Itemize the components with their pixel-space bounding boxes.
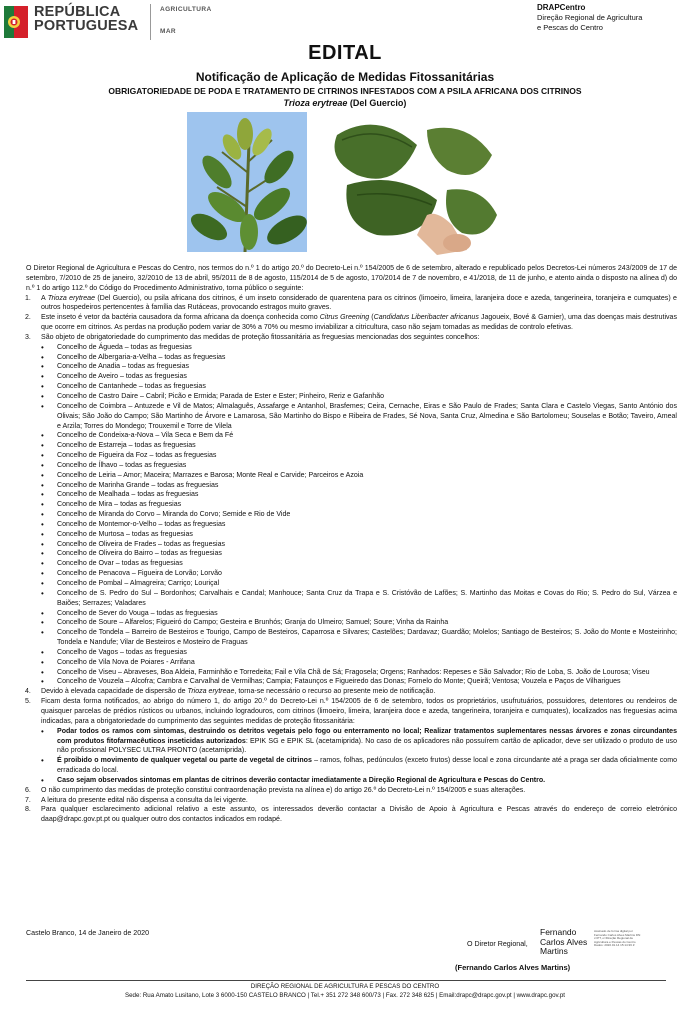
footer-contacts: Sede: Rua Amato Lusitano, Lote 3 6000-150 CASTELO BRANCO | Tel.+ 351 272 348 600/73 | Fax. 272 348 625 | Email:drapc@drapc.gov.pt | www.drapc.gov.pt (124, 992, 566, 999)
concelho-item: • Concelho de Vila Nova de Poiares - Arrifana (26, 658, 677, 668)
infested-leaves-photo (317, 115, 503, 255)
concelho-item: • Concelho de Oliveira do Bairro – todas as freguesias (26, 549, 677, 559)
ministry-agriculture: AGRICULTURA (160, 6, 212, 13)
org-name-line1: Direção Regional de Agricultura (537, 13, 643, 22)
digital-signature-stamp: Assinado de forma digital por Fernando Carlos Alves Martins DN: c=PT, o=Direção Regional de Agricultura e Pescas do Centro Dados: 2020.01.14 15:14:36 Z (594, 930, 642, 948)
measure-item: • Caso sejam observados sintomas em plantas de citrinos deverão contactar imediatamente a Direção Regional de Agricultura e Pescas do Centro. (26, 776, 677, 786)
concelho-item: • Concelho de Castro Daire – Cabril; Picão e Ermida; Parada de Ester e Ester; Pinheiro, Reriz e Gafanhão (26, 392, 677, 402)
concelho-item: • Concelho de Miranda do Corvo – Miranda do Corvo; Semide e Rio de Vide (26, 510, 677, 520)
list-item: 7. A leitura do presente edital não dispensa a consulta da lei vigente. (25, 796, 248, 804)
list-item: 1. A Trioza erytreae (Del Guercio), ou psila africana dos citrinos, é um inseto considerado de quarentena para os citrinos (limoeiro, limeira, laranjeira doce e azeda, tangerineira, toranjeira e cumquates) e outros hospedeiros pertencentes à família das Rutáceas, provocando estragos muito graves. (25, 294, 677, 312)
concelho-item: • Concelho de Estarreja – todas as freguesias (26, 441, 677, 451)
concelho-item: • Concelho de Ílhavo – todas as freguesias (26, 461, 677, 471)
concelho-item: • Concelho de Sever do Vouga – todas as freguesias (26, 609, 677, 619)
species-heading: Trioza erytreae (Del Guercio) (283, 98, 407, 108)
signatory-role: O Diretor Regional, (467, 940, 528, 948)
concelho-item: • Concelho de Albergaria-a-Velha – todas as freguesias (26, 353, 677, 363)
list-item: 3. São objeto de obrigatoriedade do cumprimento das medidas de proteção fitossanitária as freguesias mencionadas dos seguintes concelhos: (25, 333, 480, 341)
concelho-item: • Concelho de S. Pedro do Sul – Bordonhos; Carvalhais e Candal; Manhouce; Santa Cruz da Trapa e S. Cristóvão de Lafões; S. Martinho das Moitas e Covas do Rio; S. Pedro do Sul, Várzea e Baiões; Serrazes; Valadares (26, 589, 677, 609)
edict-body (26, 264, 677, 825)
header-divider (150, 4, 151, 40)
concelho-item: • Concelho de Águeda – todas as freguesias (26, 343, 677, 353)
org-block (537, 3, 687, 33)
concelho-item: • Concelho de Mira – todas as freguesias (26, 500, 677, 510)
list-item: 6. O não cumprimento das medidas de proteção constitui contraordenação prevista na alínea e) do artigo 26.º do Decreto-Lei n.º 154/2005 e suas alterações. (25, 786, 526, 794)
list-item: 4. Devido à elevada capacidade de dispersão de Trioza erytreae, torna-se necessário o recurso ao presente meio de notificação. (25, 688, 436, 696)
footer-org: DIREÇÃO REGIONAL DE AGRICULTURA E PESCAS DO CENTRO (250, 983, 440, 990)
concelho-item: • Concelho de Montemor-o-Velho – todas as freguesias (26, 520, 677, 530)
concelho-item: • Concelho de Penacova – Figueira de Lorvão; Lorvão (26, 569, 677, 579)
concelho-item: • Concelho de Cantanhede – todas as freguesias (26, 382, 677, 392)
list-item: 5. Ficam desta forma notificados, ao abrigo do número 1, do artigo 20.º do Decreto-Lei n.º 154/2005 de 6 de setembro, todos os proprietários, usufrutuários, possuidores, detentores ou rendeiros de quaisquer parcelas de prédios rústicos ou urbanos, incluindo logradouros, com citrinos (limoeiro, limeira, laranjeira doce e azeda, tangerineira, toranjeira e cumquates), localizados nas freguesias acima indicadas, para a obrigatoriedade do cumprimento das seguintes medidas de proteção fitossanitária: (25, 698, 677, 725)
page-subtitle: Notificação de Aplicação de Medidas Fitossanitárias (195, 70, 495, 84)
page-title: EDITAL (308, 42, 382, 64)
concelho-item: • Concelho de Tondela – Barreiro de Besteiros e Tourigo, Campo de Besteiros, Caparrosa e Silvares; Castelões; Dardavaz; Guardão; Molelos; Santiago de Besteiros; S. João do Monte e Mosteirinho; Tondela e Nandufe; Vilar de Besteiros e Mosteiro de Fraguas (26, 628, 677, 648)
concelho-item: • Concelho de Aveiro – todas as freguesias (26, 372, 677, 382)
list-item: 8. Para qualquer esclarecimento adicional relativo a este assunto, os interessados deverão contactar a Divisão de Apoio à Agricultura e Pescas através do endereço de correio eletrónico daap@drapc.gov.pt.pt ou qualquer outro dos contactos indicados em rodapé. (25, 806, 677, 824)
digital-signature-name: Fernando Carlos Alves Martins (540, 927, 588, 956)
concelho-item: • Concelho de Pombal – Almagreira; Carriço; Louriçal (26, 579, 677, 589)
concelho-item: • Concelho de Condeixa-a-Nova – Vila Seca e Bem da Fé (26, 431, 677, 441)
portugal-flag-icon (4, 6, 28, 38)
concelho-item: • Concelho de Anadia – todas as freguesias (26, 362, 677, 372)
signatory-full-name: (Fernando Carlos Alves Martins) (455, 963, 571, 972)
place-date: Castelo Branco, 14 de Janeiro de 2020 (26, 929, 150, 937)
footer-divider (26, 980, 666, 981)
org-short-name: DRAPCentro (537, 3, 586, 12)
concelho-item: • Concelho de Oliveira de Frades – todas as freguesias (26, 540, 677, 550)
concelho-item: • Concelho de Ovar – todas as freguesias (26, 559, 677, 569)
concelho-list (26, 343, 677, 688)
government-logo (4, 2, 334, 42)
obligation-heading: OBRIGATORIEDADE DE PODA E TRATAMENTO DE CITRINOS INFESTADOS COM A PSILA AFRICANA DOS CITRINOS (108, 86, 582, 96)
concelho-item: • Concelho de Murtosa – todas as freguesias (26, 530, 677, 540)
measure-item: • Podar todos os ramos com sintomas, destruindo os detritos vegetais pelo fogo ou enterramento no local; Realizar tratamentos suplementares nessas árvores e zonas circundantes com produtos fitofarmacêuticos inseticidas autorizados: EPIK SG e EPIK SL (acetamiprida). No caso de os aplicadores não possuírem cartão de aplicador, deve ser utilizado o produto de uso não profissional POLYSEC ULTRA PRONTO (acetamiprida). (26, 727, 677, 757)
list-item: 2. Este inseto é vetor da bactéria causadora da forma africana da doença conhecida como Citrus Greening (Candidatus Liberibacter africanus Jagoueix, Bové & Garnier), uma das doenças mais destrutivas que ocorre em citrinos. As perdas na produção podem variar de 30% a 70% ou mesmo inviabilizar a citricultura, caso não sejam tomadas as medidas de controlo efetivas. (25, 314, 677, 332)
concelho-item: • Concelho de Marinha Grande – todas as freguesias (26, 481, 677, 491)
concelho-item: • Concelho de Soure – Alfarelos; Figueiró do Campo; Gesteira e Brunhós; Granja do Ulmeiro; Samuel; Soure; Vinha da Rainha (26, 618, 677, 628)
concelho-item: • Concelho de Mealhada – todas as freguesias (26, 490, 677, 500)
concelho-item: • Concelho de Vouzela – Alcofra; Cambra e Carvalhal de Vermilhas; Campia; Fataunços e Figueiredo das Donas; Fornelo do Monte; Queirã; Ventosa; Vouzela e Paços de Vilharigues (26, 677, 677, 687)
concelho-item: • Concelho de Vagos – todas as freguesias (26, 648, 677, 658)
republic-name: REPÚBLICA PORTUGUESA (34, 4, 139, 34)
measure-item: • É proibido o movimento de qualquer vegetal ou parte de vegetal de citrinos – ramos, folhas, pedúnculos (exceto frutos) desse local e zona circundante até a praga ser dada oficialmente como erradicada do local. (26, 756, 677, 776)
citrus-branch-photo (187, 112, 307, 252)
concelho-item: • Concelho de Figueira da Foz – todas as freguesias (26, 451, 677, 461)
concelho-item: • Concelho de Leiria – Amor; Maceira; Marrazes e Barosa; Monte Real e Carvide; Parceiros e Azoia (26, 471, 677, 481)
intro-paragraph: O Diretor Regional de Agricultura e Pescas do Centro, nos termos do n.º 1 do artigo 20.º do Decreto-Lei n.º 154/2005 de 6 de setembro, alterado e republicado pelos Decretos-Lei números 243/2009 de 17 de setembro, 7/2010 de 25 de janeiro, 32/2010 de 13 de abril, 95/2011 de 8 de agosto, 115/2014 de 5 de agosto, 170/2014 de 7 de novembro, e 41/2018, de 11 de junho, e atento ainda o disposto na alínea d) do n.º 1 do artigo 112.º do Código do Procedimento Administrativo, torna público o seguinte: (26, 265, 677, 292)
concelho-item: • Concelho de Viseu – Abraveses, Boa Aldeia, Farminhão e Torredeita; Fail e Vila Chã de Sá; Fragosela; Orgens; Ranhados: Repeses e São Salvador; Rio de Loba, S. João de Lourosa; Viseu (26, 668, 677, 678)
ministry-sea: MAR (160, 28, 177, 35)
concelho-item: • Concelho de Coimbra – Antuzede e Vil de Matos; Almalaguês, Assafarge e Antanhol, Brasfemes; Ceira, Cernache, Eiras e São Paulo de Frades; Santa Clara e Castelo Viegas, Santo António dos Olivais; São João do Campo; São Martinho de Árvore e Lamarosa, São Martinho do Bispo e Ribeira de Frades, Sé Nova, Santa Cruz, Almedina e São Bartolomeu; Souselas e Botão; Taveiro, Ameal e Arzila; Torres do Mondego; Trouxemil e Torre de Vilela (26, 402, 677, 432)
org-name-line2: e Pescas do Centro (537, 23, 603, 32)
